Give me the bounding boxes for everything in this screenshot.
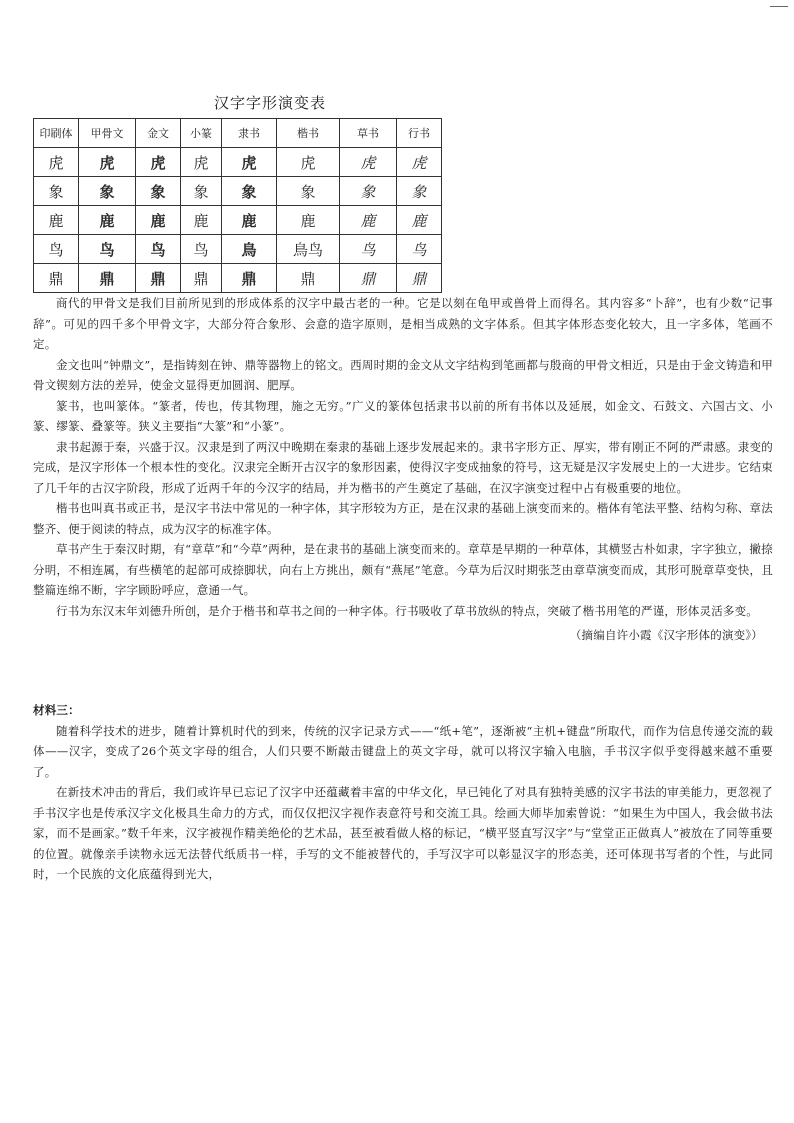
glyph-cell-cursive: 鼎 — [340, 264, 397, 293]
glyph-cell-print: 鸟 — [34, 235, 79, 264]
table-row — [34, 177, 442, 206]
table-title: 汉字字形演变表 — [213, 94, 326, 112]
glyph-cell-small-seal: 象 — [181, 177, 222, 206]
glyph-cell-bronze: 虎 — [136, 148, 181, 177]
header-cell: 印刷体 — [34, 119, 79, 148]
table-row — [34, 148, 442, 177]
glyph-cell-print: 鼎 — [34, 264, 79, 293]
glyph-cell-oracle: 鸟 — [79, 235, 136, 264]
glyph-cell-clerical: 虎 — [222, 148, 277, 177]
table-header-row — [34, 119, 442, 148]
glyph-cell-clerical: 鼎 — [222, 264, 277, 293]
paragraph-regular-script: 楷书也叫真书或正书，是汉字书法中常见的一种字体，其字形较为方正，是在汉隶的基础上演变而来的。楷体有笔法平整、结构匀称、章法整齐、便于阅读的特点，成为汉字的标准字体。 — [33, 501, 773, 536]
header-cell: 金文 — [136, 119, 181, 148]
glyph-cell-small-seal: 鼎 — [181, 264, 222, 293]
header-cell: 行书 — [397, 119, 442, 148]
table-row — [34, 235, 442, 264]
glyph-cell-oracle: 鼎 — [79, 264, 136, 293]
paragraph-running-script: 行书为东汉末年刘德升所创，是介于楷书和草书之间的一种字体。行书吸收了草书放纵的特点，突破了楷书用笔的严谨，形体灵活多变。 — [56, 603, 758, 618]
paragraph-handwriting-value: 在新技术冲击的背后，我们或许早已忘记了汉字中还蕴藏着丰富的中华文化，早已钝化了对具有独特美感的汉字书法的审美能力，更忽视了手书汉字也是传承汉字文化极具生命力的方式，而仅仅把汉字视作表意符号和交流工具。绘画大师毕加索曾说：“如果生为中国人，我会做书法家，而不是画家。”数千年来，汉字被视作精美绝伦的艺术品，甚至被看做人格的标记，“横平竖直写汉字”与“堂堂正正做真人”被放在了同等重要的位置。就像亲手读物永远无法替代纸质书一样，手写的文不能被替代的，手写汉字可以彰显汉字的形态美，还可体现书写者的个性，与此同时，一个民族的文化底蕴得到光大， — [33, 785, 773, 881]
glyph-cell-bronze: 象 — [136, 177, 181, 206]
glyph-cell-regular: 虎 — [277, 148, 340, 177]
glyph-cell-cursive: 鹿 — [340, 206, 397, 235]
glyph-cell-clerical: 鳥 — [222, 235, 277, 264]
glyph-cell-cursive: 象 — [340, 177, 397, 206]
glyph-cell-bronze: 鸟 — [136, 235, 181, 264]
glyph-cell-regular: 鼎 — [277, 264, 340, 293]
glyph-cell-small-seal: 鹿 — [181, 206, 222, 235]
paragraph-keyboard-era: 随着科学技术的进步，随着计算机时代的到来，传统的汉字记录方式——“纸+笔”，逐渐被“主机+键盘”所取代，而作为信息传递交流的载体——汉字，变成了26个英文字母的组合，人们只要不断敲击键盘上的英文字母，就可以将汉字输入电脑，手书汉字似乎变得越来越不重要了。 — [33, 723, 773, 779]
material-three-label: 材料三： — [33, 703, 80, 717]
material-two-body — [33, 293, 773, 646]
glyph-cell-running: 鸟 — [397, 235, 442, 264]
glyph-cell-bronze: 鹿 — [136, 206, 181, 235]
glyph-cell-small-seal: 鸟 — [181, 235, 222, 264]
header-cell: 楷书 — [277, 119, 340, 148]
paragraph-cursive-script: 草书产生于秦汉时期，有“章草”和“今草”两种，是在隶书的基础上演变而来的。章草是早期的一种草体，其横竖古朴如隶，字字独立，撇捺分明，不相连属，有些横笔的起部可成捺脚状，向右上方挑出，颇有“燕尾”笔意。今草为后汉时期张芝由章草演变而成，其形可脱章草变快，且整篇连绵不断，字字顾盼呼应，意通一气。 — [33, 542, 773, 597]
glyph-cell-running: 鼎 — [397, 264, 442, 293]
glyph-cell-clerical: 鹿 — [222, 206, 277, 235]
glyph-cell-cursive: 鸟 — [340, 235, 397, 264]
glyph-cell-clerical: 象 — [222, 177, 277, 206]
glyph-cell-running: 虎 — [397, 148, 442, 177]
glyph-cell-print: 象 — [34, 177, 79, 206]
glyph-cell-regular: 鳥鸟 — [277, 235, 340, 264]
glyph-cell-print: 鹿 — [34, 206, 79, 235]
evolution-table — [33, 118, 442, 293]
glyph-cell-oracle: 象 — [79, 177, 136, 206]
glyph-cell-bronze: 鼎 — [136, 264, 181, 293]
header-cell: 隶书 — [222, 119, 277, 148]
header-cell: 甲骨文 — [79, 119, 136, 148]
paragraph-seal-script: 篆书，也叫篆体。“篆者，传也，传其物理，施之无穷。”广义的篆体包括隶书以前的所有书体以及延展，如金文、石鼓文、六国古文、小篆、缪篆、叠篆等。狭义主要指“大篆”和“小篆”。 — [33, 398, 773, 433]
paragraph-oracle-bone: 商代的甲骨文是我们目前所见到的形成体系的汉字中最古老的一种。它是以刻在龟甲或兽骨上而得名。其内容多“卜辞”，也有少数“记事辞”。可见的四千多个甲骨文字，大部分符合象形、会意的造字原则，是相当成熟的文字体系。但其字体形态变化较大，且一字多体，笔画不定。 — [33, 296, 773, 351]
glyph-cell-cursive: 虎 — [340, 148, 397, 177]
material-three-body — [33, 698, 773, 885]
glyph-cell-oracle: 鹿 — [79, 206, 136, 235]
table-row — [34, 206, 442, 235]
header-cell: 小篆 — [181, 119, 222, 148]
glyph-cell-oracle: 虎 — [79, 148, 136, 177]
glyph-cell-print: 虎 — [34, 148, 79, 177]
table-row — [34, 264, 442, 293]
glyph-cell-regular: 鹿 — [277, 206, 340, 235]
header-cell: 草书 — [340, 119, 397, 148]
glyph-cell-small-seal: 虎 — [181, 148, 222, 177]
glyph-cell-running: 象 — [397, 177, 442, 206]
source-attribution: （摘编自许小霞《汉字形体的演变》） — [569, 628, 763, 642]
glyph-cell-regular: 象 — [277, 177, 340, 206]
paragraph-bronze-script: 金文也叫“钟鼎文”，是指铸刻在钟、鼎等器物上的铭文。西周时期的金文从文字结构到笔画都与殷商的甲骨文相近，只是由于金文铸造和甲骨文锲刻方法的差异，使金文显得更加圆润、肥厚。 — [33, 357, 773, 392]
glyph-cell-running: 鹿 — [397, 206, 442, 235]
scan-corner-mark — [770, 6, 788, 7]
paragraph-clerical-script: 隶书起源于秦，兴盛于汉。汉隶是到了两汉中晚期在秦隶的基础上逐步发展起来的。隶书字形方正、厚实，带有刚正不阿的严肃感。隶变的完成，是汉字形体一个根本性的变化。汉隶完全断开古汉字的象形因素，使得汉字变成抽象的符号，这无疑是汉字发展史上的一大进步。它结束了几千年的古汉字阶段，形成了近两千年的今汉字的结局，并为楷书的产生奠定了基础，在汉字演变过程中占有极重要的地位。 — [33, 439, 773, 495]
